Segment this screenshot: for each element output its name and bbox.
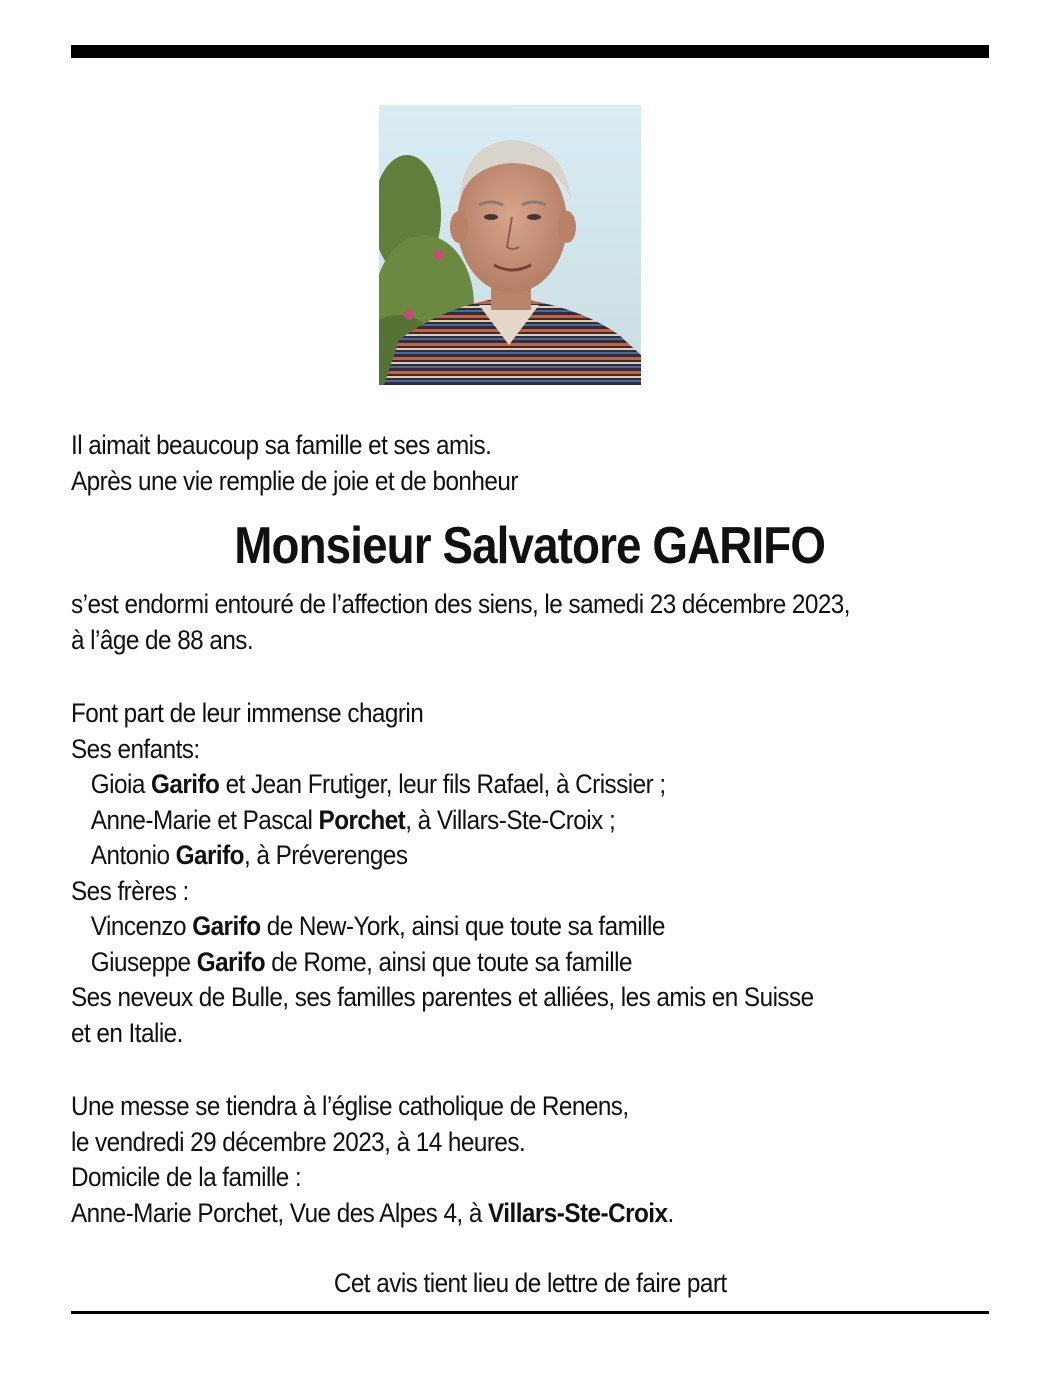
children-label: Ses enfants: [71,733,200,764]
domicile-label: Domicile de la famille : [71,1162,302,1192]
child-entry: Antonio Garifo, à Préverenges [90,840,408,870]
family-intro: Font part de leur immense chagrin [71,698,424,728]
portrait-photo [379,105,641,385]
intro-line-2: Après une vie remplie de joie et de bonheur [71,465,518,496]
domicile-address: Anne-Marie Porchet, Vue des Alpes 4, à Villars-Ste-Croix. [71,1197,674,1228]
brother-entry: Giuseppe Garifo de Rome, ainsi que toute sa famille [90,946,632,977]
brothers-label: Ses frères : [71,875,189,906]
others-line-1: Ses neveux de Bulle, ses familles parentes et alliées, les amis en Suisse [71,982,814,1012]
deceased-name [71,516,989,576]
passing-line-2: à l’âge de 88 ans. [71,624,254,655]
others-line-2: et en Italie. [71,1017,183,1048]
ceremony-line-2: le vendredi 29 décembre 2023, à 14 heures. [71,1126,526,1157]
ceremony-section [71,1089,897,1231]
closing-note-text: Cet avis tient lieu de lettre de faire part [333,1268,727,1298]
deceased-name-text: Monsieur Salvatore GARIFO [234,517,826,575]
family-section [71,696,897,1051]
child-entry: Gioia Garifo et Jean Frutiger, leur fils Rafael, à Crissier ; [90,769,666,799]
passing-text [71,587,897,658]
child-entry: Anne-Marie et Pascal Porchet, à Villars-Ste-Croix ; [90,804,616,835]
ceremony-line-1: Une messe se tiendra à l’église catholique de Renens, [71,1091,629,1121]
brother-entry: Vincenzo Garifo de New-York, ainsi que toute sa famille [90,911,665,941]
closing-note [71,1266,989,1301]
top-rule [71,45,989,58]
bottom-rule [71,1311,989,1314]
passing-line-1: s’est endormi entouré de l’affection des siens, le samedi 23 décembre 2023, [71,589,850,619]
intro-line-1: Il aimait beaucoup sa famille et ses amis. [71,430,492,460]
intro-text [71,428,897,499]
